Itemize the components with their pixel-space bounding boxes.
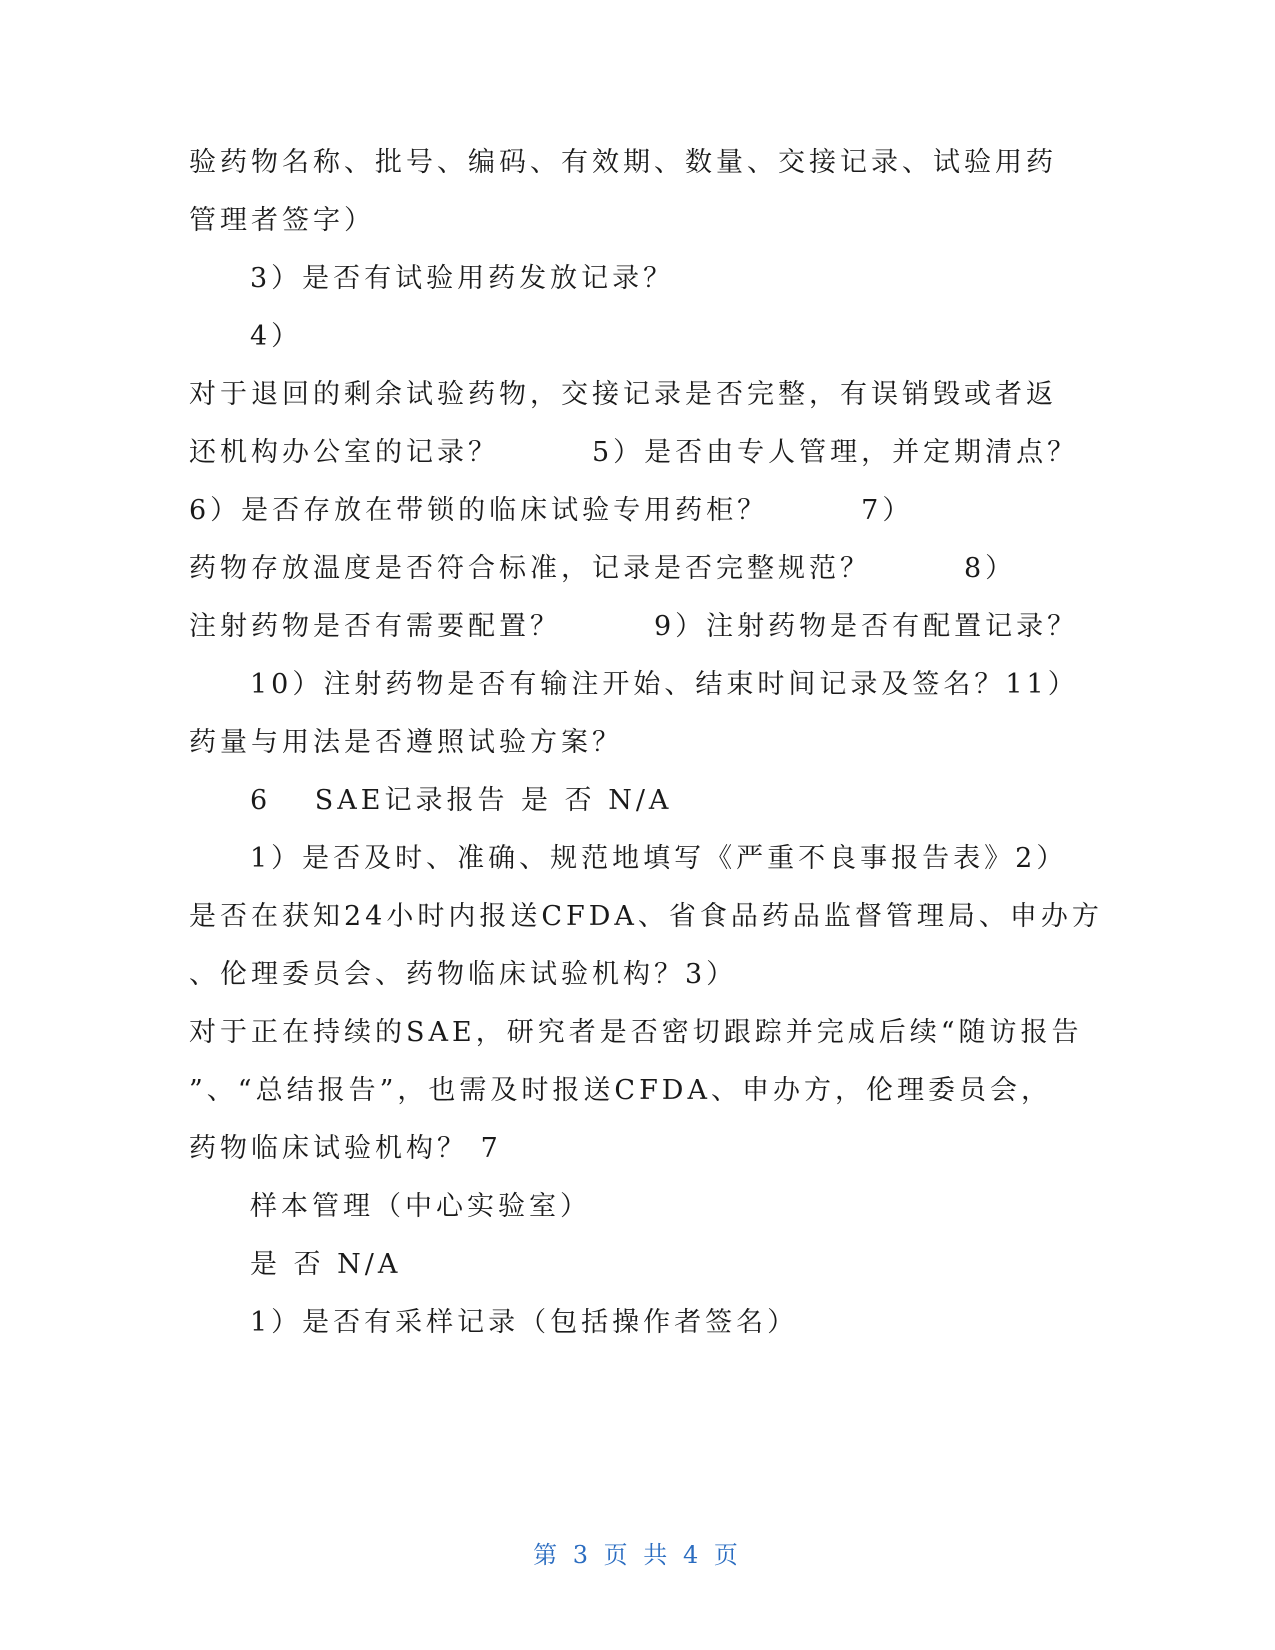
text-line: 还机构办公室的记录？ 5）是否由专人管理，并定期清点？ xyxy=(189,437,1079,468)
text-line: 、伦理委员会、药物临床试验机构？3） xyxy=(189,959,738,990)
text-line: 管理者签字） xyxy=(189,205,375,236)
text-line: 药物临床试验机构？ 7 xyxy=(189,1133,502,1164)
text-line: 药量与用法是否遵照试验方案？ xyxy=(189,727,623,758)
text-line: 6）是否存放在带锁的临床试验专用药柜？ 7） xyxy=(189,495,914,526)
text-line: 1）是否有采样记录（包括操作者签名） xyxy=(250,1307,799,1338)
text-line: 注射药物是否有需要配置？ 9）注射药物是否有配置记录？ xyxy=(189,611,1079,642)
section-heading: 样本管理（中心实验室） xyxy=(250,1191,591,1222)
text-line: 对于正在持续的SAE，研究者是否密切跟踪并完成后续“随访报告 xyxy=(189,1017,1083,1048)
text-line: ”、“总结报告”，也需及时报送CFDA、申办方，伦理委员会， xyxy=(189,1075,1052,1106)
text-line: 4） xyxy=(250,321,303,352)
text-line: 对于退回的剩余试验药物，交接记录是否完整，有误销毁或者返 xyxy=(189,379,1057,410)
text-line: 是否在获知24小时内报送CFDA、省食品药品监督管理局、申办方 xyxy=(189,901,1103,932)
text-line: 是 否 N/A xyxy=(250,1249,402,1280)
text-line: 1）是否及时、准确、规范地填写《严重不良事报告表》2） xyxy=(250,843,1068,874)
text-line: 验药物名称、批号、编码、有效期、数量、交接记录、试验用药 xyxy=(189,147,1057,178)
text-line: 3）是否有试验用药发放记录？ xyxy=(250,263,675,294)
text-line: 药物存放温度是否符合标准，记录是否完整规范？ 8） xyxy=(189,553,1017,584)
page-number-footer: 第 3 页 共 4 页 xyxy=(533,1541,742,1569)
text-line: 10）注射药物是否有输注开始、结束时间记录及签名？11） xyxy=(250,669,1079,700)
section-heading: 6 SAE记录报告 是 否 N/A xyxy=(250,785,673,816)
